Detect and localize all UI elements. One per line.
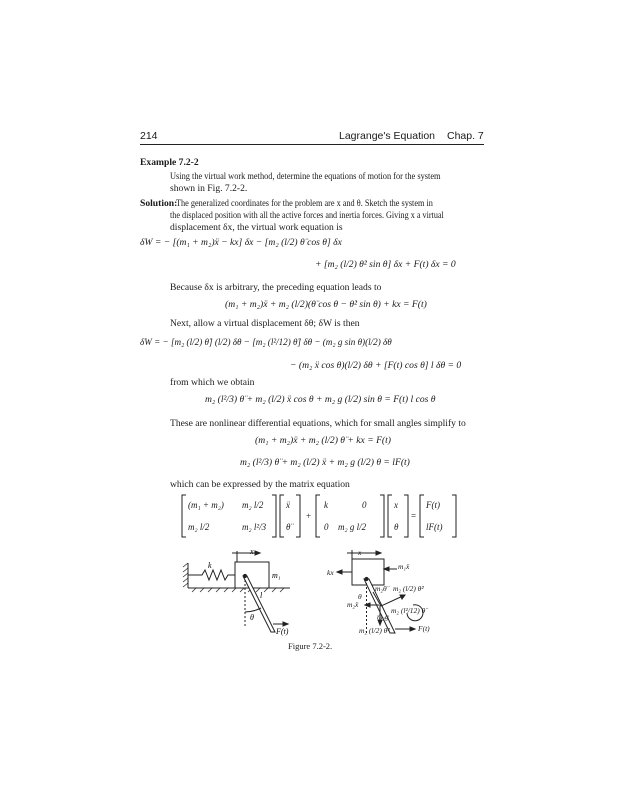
- fig-right-m1x-label: m₁ẍ: [398, 562, 410, 571]
- figure-right-fbd: [325, 547, 450, 639]
- example-label: Example 7.2-2: [140, 157, 199, 168]
- from-text: from which we obtain: [170, 377, 255, 388]
- matrix-k21: 0: [324, 522, 329, 532]
- because-text: Because δx is arbitrary, the preceding equation leads to: [170, 282, 382, 293]
- fig-left-m1-label: m₁: [272, 571, 281, 580]
- example-statement-1: Using the virtual work method, determine the equations of motion for the system: [170, 171, 441, 182]
- solution-line-2: the displaced position with all the active forces and inertia forces. Giving x a virtual: [170, 210, 444, 221]
- fig-right-m2theta-label: m₂θ̈: [375, 584, 387, 593]
- svg-text:=: =: [411, 511, 417, 521]
- chapter-ref: Chap. 7: [447, 130, 484, 142]
- solution-label: Solution:: [140, 198, 178, 209]
- fig-right-m2g-label: m₂g: [377, 612, 389, 621]
- fig-right-m2-l2-theta2-label: m₂ (l/2) θ̇²: [359, 626, 390, 635]
- fig-left-l-label: l: [260, 591, 263, 600]
- equation-3-line-1: δW = − [m₂ (l/2) θ̈] (l/2) δθ − [m₂ (l²/12) θ̈] δθ − (m₂ g sin θ)(l/2) δθ: [140, 337, 392, 348]
- equation-5-line-2: m₂ (l²/3) θ̈ + m₂ (l/2) ẍ + m₂ g (l/2) θ = lF(t): [240, 457, 410, 468]
- fig-left-k-label: k: [208, 561, 212, 570]
- example-statement-2: shown in Fig. 7.2-2.: [170, 183, 248, 194]
- fig-left-x-label: x: [250, 548, 254, 556]
- chapter-title: Lagrange's Equation: [339, 130, 435, 142]
- matrix-m12: m₂ l/2: [242, 500, 264, 510]
- matrix-m11: (m₁ + m₂): [188, 500, 224, 510]
- matrix-f2: lF(t): [426, 522, 443, 532]
- solution-line-3: displacement δx, the virtual work equation is: [170, 222, 343, 233]
- fig-right-kx-label: kx: [327, 568, 334, 577]
- matrix-m21: m₂ l/2: [188, 522, 210, 532]
- fig-left-force-label: F(t): [276, 627, 289, 636]
- matrix-x1: x: [394, 500, 398, 510]
- equation-3-line-2: − (m₂ ẍ cos θ)(l/2) δθ + [F(t) cos θ] l δθ = 0: [290, 360, 462, 371]
- matrix-m22: m₂ l²/3: [242, 522, 267, 532]
- svg-text:+: +: [306, 511, 312, 521]
- matrix-text: which can be expressed by the matrix equation: [170, 479, 350, 490]
- next-text: Next, allow a virtual displacement δθ; δW is then: [170, 318, 360, 329]
- matrix-k12: 0: [362, 500, 367, 510]
- nonlinear-text: These are nonlinear differential equations, which for small angles simplify to: [170, 418, 466, 429]
- fig-right-force-label: F(t): [418, 624, 430, 633]
- fig-right-theta-label: θ: [358, 592, 362, 601]
- fig-left-theta-label: θ: [250, 613, 254, 622]
- matrix-equation: [180, 492, 460, 540]
- fig-right-m2x-label: m₂ẍ: [347, 600, 359, 609]
- matrix-k11: k: [324, 500, 328, 510]
- equation-4: m₂ (l²/3) θ̈ + m₂ (l/2) ẍ cos θ + m₂ g (l/2) sin θ = F(t) l cos θ: [205, 394, 436, 405]
- matrix-a1: ẍ: [286, 500, 290, 510]
- fig-right-x-label: x: [358, 548, 362, 557]
- matrix-f1: F(t): [426, 500, 440, 510]
- figure-caption: Figure 7.2-2.: [288, 641, 333, 651]
- equation-5-line-1: (m₁ + m₂)ẍ + m₂ (l/2) θ̈ + kx = F(t): [255, 435, 391, 446]
- fig-right-m2-l12-label: m₂ (l²/12) θ̈: [391, 606, 426, 615]
- matrix-k22: m₂ g l/2: [338, 522, 367, 532]
- figure-left-system: [180, 548, 300, 638]
- header-rule: [140, 144, 484, 145]
- matrix-a2: θ̈: [286, 522, 291, 532]
- page-number: 214: [140, 130, 158, 142]
- fig-right-m2-l2-thetadot-label: m₂ (l/2) θ̇²: [393, 584, 424, 593]
- matrix-x2: θ: [394, 522, 399, 532]
- equation-2: (m₁ + m₂)ẍ + m₂ (l/2)(θ̈ cos θ − θ̇² sin θ) + kx = F(t): [225, 299, 427, 310]
- equation-1-line-2: + [m₂ (l/2) θ̇² sin θ] δx + F(t) δx = 0: [315, 259, 456, 270]
- solution-line-1: The generalized coordinates for the problem are x and θ. Sketch the system in: [176, 198, 433, 209]
- equation-1-line-1: δW = − [(m₁ + m₂)ẍ − kx] δx − [m₂ (l/2) θ̈ cos θ] δx: [140, 237, 342, 248]
